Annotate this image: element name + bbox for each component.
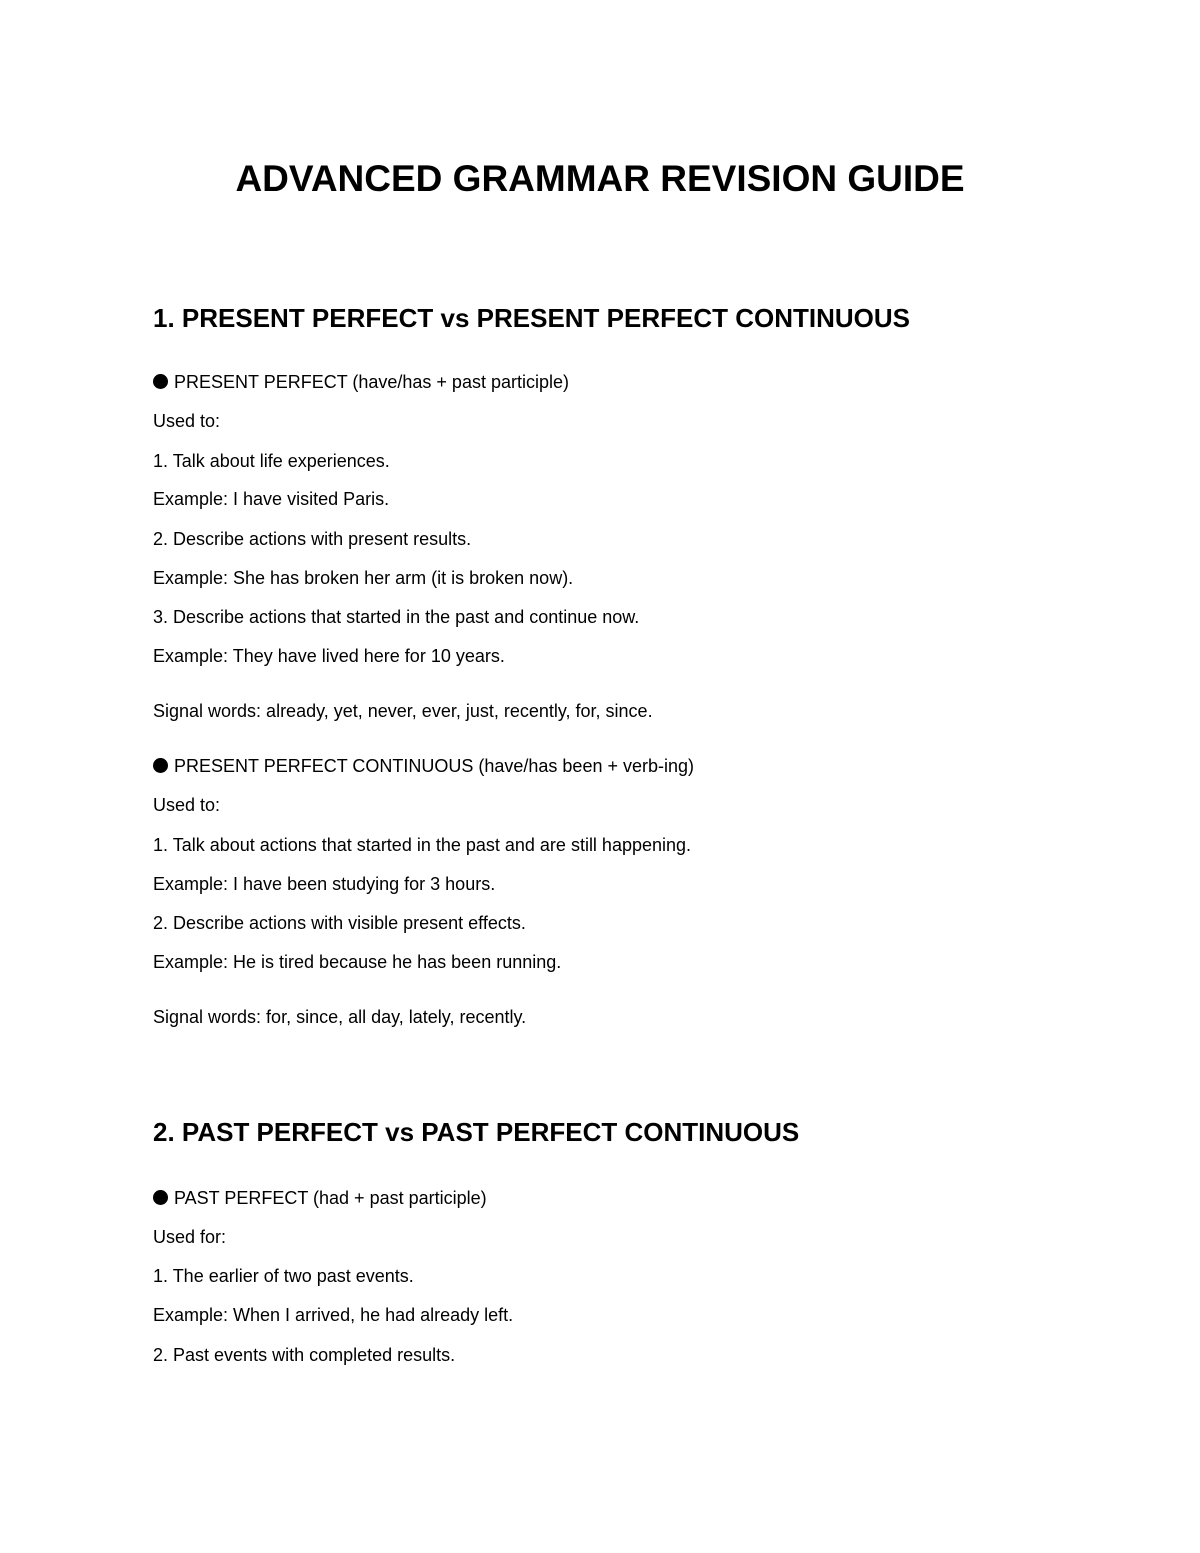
section-heading-past-perfect: 2. PAST PERFECT vs PAST PERFECT CONTINUOUS (153, 1117, 800, 1147)
bullet-heading-past-perfect (153, 1186, 487, 1210)
usage-line: 1. Talk about life experiences. (153, 451, 390, 471)
signal-words: Signal words: for, since, all day, lately, recently. (153, 1007, 527, 1027)
example-line: Example: He is tired because he has been running. (153, 952, 562, 972)
usage-line: 2. Describe actions with visible present effects. (153, 913, 526, 933)
bullet-dot-icon (153, 1190, 168, 1205)
usage-line: 1. Talk about actions that started in the past and are still happening. (153, 835, 692, 855)
usage-line: 1. The earlier of two past events. (153, 1266, 414, 1286)
example-line: Example: I have been studying for 3 hours. (153, 874, 496, 894)
usage-line: 2. Past events with completed results. (153, 1345, 456, 1365)
bullet-title: PRESENT PERFECT (have/has + past participle) (174, 372, 569, 392)
usage-line: 3. Describe actions that started in the past and continue now. (153, 607, 640, 627)
used-label: Used to: (153, 795, 221, 815)
bullet-title: PAST PERFECT (had + past participle) (174, 1188, 487, 1208)
bullet-dot-icon (153, 374, 168, 389)
example-line: Example: She has broken her arm (it is broken now). (153, 568, 574, 588)
example-line: Example: When I arrived, he had already left. (153, 1305, 514, 1325)
used-label: Used for: (153, 1227, 227, 1247)
document-title: ADVANCED GRAMMAR REVISION GUIDE (235, 158, 965, 199)
bullet-heading-present-perfect (153, 370, 569, 394)
example-line: Example: I have visited Paris. (153, 489, 390, 509)
signal-words: Signal words: already, yet, never, ever, just, recently, for, since. (153, 701, 653, 721)
bullet-heading-present-perfect-continuous (153, 754, 694, 778)
bullet-title: PRESENT PERFECT CONTINUOUS (have/has been + verb-ing) (174, 756, 695, 776)
used-label: Used to: (153, 411, 221, 431)
bullet-dot-icon (153, 758, 168, 773)
usage-line: 2. Describe actions with present results. (153, 529, 472, 549)
section-heading-present-perfect: 1. PRESENT PERFECT vs PRESENT PERFECT CONTINUOUS (153, 303, 911, 333)
example-line: Example: They have lived here for 10 years. (153, 646, 505, 666)
